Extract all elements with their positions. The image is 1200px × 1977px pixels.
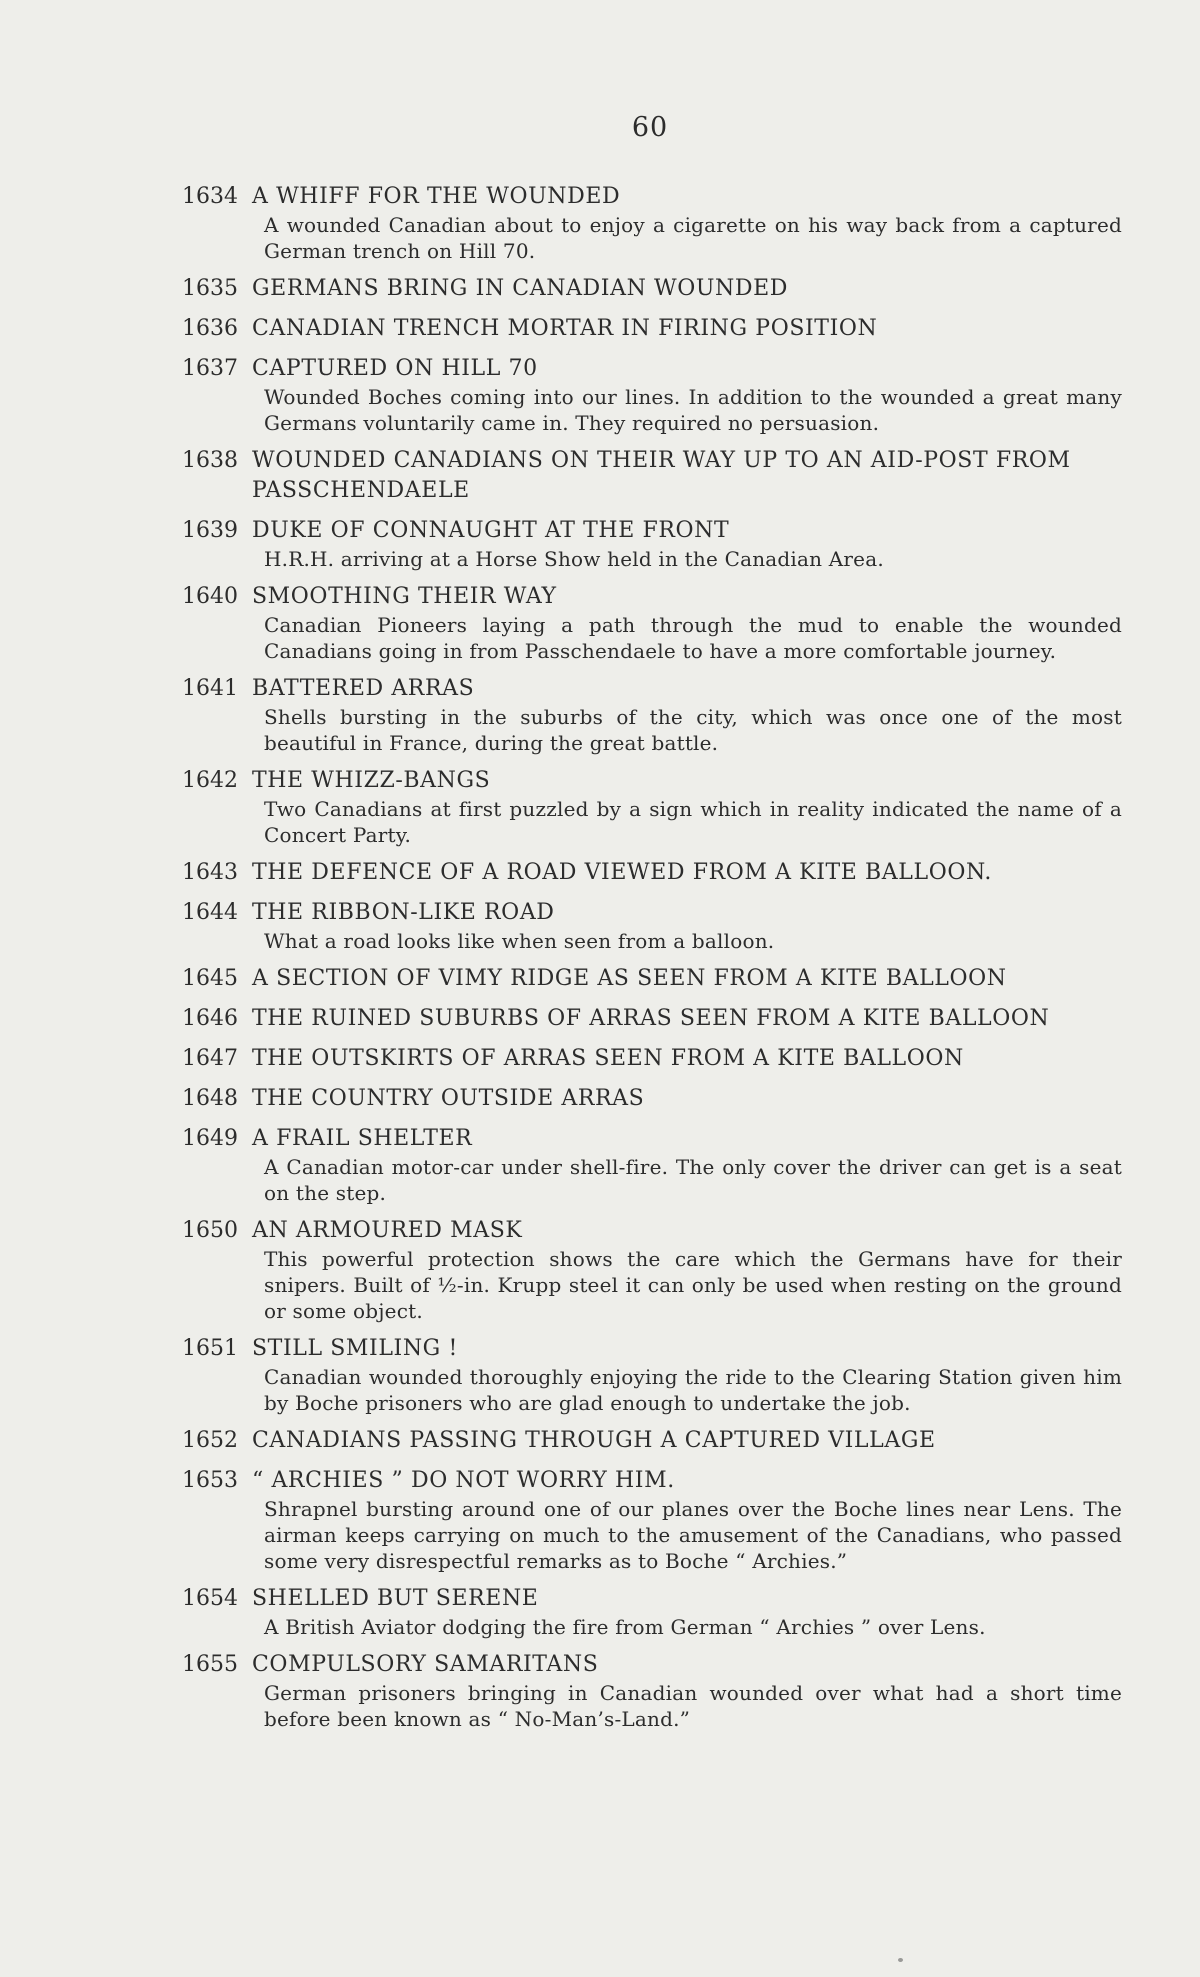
entry-number: 1640 (182, 584, 238, 609)
catalogue-entry (182, 674, 1122, 756)
entry-number: 1651 (182, 1336, 238, 1361)
entry-body (252, 1124, 1122, 1206)
catalogue-entry (182, 858, 1122, 888)
catalogue-entry (182, 274, 1122, 304)
catalogue-entry (182, 182, 1122, 264)
entry-title: THE OUTSKIRTS OF ARRAS SEEN FROM A KITE BALLOON (252, 1046, 964, 1071)
entry-body (252, 1004, 1122, 1034)
entry-title: CAPTURED ON HILL 70 (252, 356, 538, 381)
entry-number: 1655 (182, 1652, 238, 1677)
entry-caption: A Canadian motor-car under shell-fire. The only cover the driver can get is a seat on the step. (264, 1155, 1122, 1205)
entry-title: SMOOTHING THEIR WAY (252, 584, 557, 609)
entry-title: BATTERED ARRAS (252, 676, 475, 701)
catalogue-entry (182, 1466, 1122, 1574)
catalogue-entry (182, 1650, 1122, 1732)
catalogue-entry (182, 516, 1122, 572)
entry-number: 1639 (182, 518, 238, 543)
entry-body (252, 1650, 1122, 1732)
entry-number: 1652 (182, 1428, 238, 1453)
entry-title: CANADIAN TRENCH MORTAR IN FIRING POSITION (252, 316, 878, 341)
entry-body (252, 1466, 1122, 1574)
entry-number: 1636 (182, 316, 238, 341)
entry-caption: Two Canadians at first puzzled by a sign which in reality indicated the name of a Concert Party. (264, 797, 1122, 847)
entry-number: 1645 (182, 966, 238, 991)
catalogue-entry (182, 1426, 1122, 1456)
entry-caption: A British Aviator dodging the fire from German “ Archies ” over Lens. (264, 1615, 986, 1639)
entry-number: 1634 (182, 184, 238, 209)
catalogue-entry (182, 1044, 1122, 1074)
entry-body (252, 858, 1122, 888)
entry-title: STILL SMILING ! (252, 1336, 458, 1361)
catalogue-entry (182, 582, 1122, 664)
entry-number: 1648 (182, 1086, 238, 1111)
entry-title: SHELLED BUT SERENE (252, 1586, 539, 1611)
entry-caption: Canadian wounded thoroughly enjoying the ride to the Clearing Station given him by Boche prisoners who are glad enough to undertake the job. (264, 1365, 1122, 1415)
page-number: 60 (631, 112, 669, 143)
entry-caption: A wounded Canadian about to enjoy a cigarette on his way back from a captured German trench on Hill 70. (264, 213, 1122, 263)
entry-number: 1647 (182, 1046, 238, 1071)
paper-speck (898, 1958, 903, 1962)
entry-number: 1646 (182, 1006, 238, 1031)
entry-title: THE COUNTRY OUTSIDE ARRAS (252, 1086, 645, 1111)
entry-body (252, 1216, 1122, 1324)
entry-body (252, 1334, 1122, 1416)
catalogue-entry (182, 964, 1122, 994)
catalogue-entry (182, 1334, 1122, 1416)
entry-caption: This powerful protection shows the care which the Germans have for their snipers. Built of ½-in. Krupp steel it can only be used when resting on the ground or some object. (264, 1247, 1122, 1323)
catalogue-entry (182, 314, 1122, 344)
entry-number: 1650 (182, 1218, 238, 1243)
entry-body (252, 964, 1122, 994)
catalogue-entry (182, 1004, 1122, 1034)
catalogue-entry (182, 1584, 1122, 1640)
entry-number: 1637 (182, 356, 238, 381)
entry-caption: What a road looks like when seen from a balloon. (264, 929, 775, 953)
entry-list (182, 182, 1122, 1742)
catalogue-entry (182, 354, 1122, 436)
entry-title: AN ARMOURED MASK (252, 1218, 523, 1243)
catalogue-entry (182, 898, 1122, 954)
entry-body (252, 898, 1122, 954)
entry-title: COMPULSORY SAMARITANS (252, 1652, 599, 1677)
entry-title: THE RUINED SUBURBS OF ARRAS SEEN FROM A KITE BALLOON (252, 1006, 1050, 1031)
entry-body (252, 1044, 1122, 1074)
entry-body (252, 1426, 1122, 1456)
entry-title: “ ARCHIES ” DO NOT WORRY HIM. (252, 1468, 675, 1493)
entry-title: DUKE OF CONNAUGHT AT THE FRONT (252, 518, 730, 543)
entry-title: GERMANS BRING IN CANADIAN WOUNDED (252, 276, 788, 301)
entry-number: 1643 (182, 860, 238, 885)
entry-caption: H.R.H. arriving at a Horse Show held in the Canadian Area. (264, 547, 884, 571)
entry-number: 1649 (182, 1126, 238, 1151)
entry-body (252, 582, 1122, 664)
entry-title: THE RIBBON-LIKE ROAD (252, 900, 555, 925)
entry-title: A SECTION OF VIMY RIDGE AS SEEN FROM A KITE BALLOON (252, 966, 1007, 991)
entry-body (252, 182, 1122, 264)
entry-number: 1638 (182, 448, 238, 473)
entry-title: THE WHIZZ-BANGS (252, 768, 491, 793)
entry-title: WOUNDED CANADIANS ON THEIR WAY UP TO AN AID-POST FROM PASSCHENDAELE (252, 448, 1071, 503)
entry-body (252, 274, 1122, 304)
entry-number: 1653 (182, 1468, 238, 1493)
entry-number: 1642 (182, 768, 238, 793)
catalogue-entry (182, 766, 1122, 848)
entry-body (252, 766, 1122, 848)
entry-body (252, 1584, 1122, 1640)
entry-body (252, 314, 1122, 344)
catalogue-entry (182, 1216, 1122, 1324)
entry-body (252, 516, 1122, 572)
entry-caption: Shrapnel bursting around one of our planes over the Boche lines near Lens. The airman keeps carrying on much to the amusement of the Canadians, who passed some very disrespectful remarks as to Boche “ Archies.” (264, 1497, 1122, 1573)
entry-number: 1644 (182, 900, 238, 925)
entry-number: 1635 (182, 276, 238, 301)
entry-number: 1654 (182, 1586, 238, 1611)
entry-number: 1641 (182, 676, 238, 701)
catalogue-entry (182, 1124, 1122, 1206)
entry-title: A WHIFF FOR THE WOUNDED (252, 184, 621, 209)
entry-body (252, 354, 1122, 436)
catalogue-entry (182, 1084, 1122, 1114)
catalogue-entry (182, 446, 1122, 506)
entry-caption: Wounded Boches coming into our lines. In addition to the wounded a great many Germans voluntarily came in. They required no persuasion. (264, 385, 1122, 435)
entry-title: A FRAIL SHELTER (252, 1126, 473, 1151)
entry-body (252, 446, 1122, 506)
entry-body (252, 1084, 1122, 1114)
entry-body (252, 674, 1122, 756)
entry-caption: German prisoners bringing in Canadian wounded over what had a short time before been known as “ No-Man’s-Land.” (264, 1681, 1122, 1731)
entry-title: THE DEFENCE OF A ROAD VIEWED FROM A KITE BALLOON. (252, 860, 993, 885)
entry-caption: Shells bursting in the suburbs of the city, which was once one of the most beautiful in France, during the great battle. (264, 705, 1122, 755)
entry-title: CANADIANS PASSING THROUGH A CAPTURED VILLAGE (252, 1428, 936, 1453)
entry-caption: Canadian Pioneers laying a path through the mud to enable the wounded Canadians going in from Passchendaele to have a more comfortable journey. (264, 613, 1122, 663)
